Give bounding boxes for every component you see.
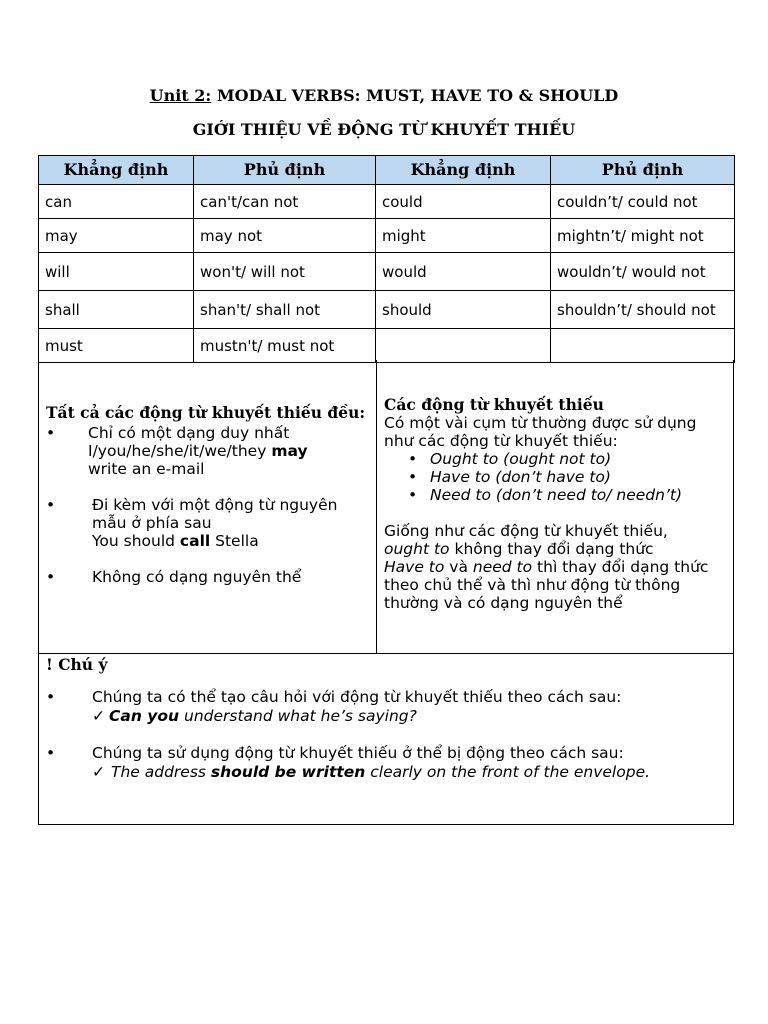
unit-label: Unit 2: [149,86,212,105]
para-text: Giống như các động từ khuyết thiếu, [384,522,668,540]
table-row [39,329,735,363]
para-italic: Have to [384,558,445,576]
table-cell: must [39,329,194,363]
bullet-text: Chỉ có một dạng duy nhất [88,424,290,442]
table-cell: would [376,253,551,291]
list-item [46,688,726,726]
example-bold: may [271,442,308,460]
table-cell: shouldn’t/ should not [551,291,735,329]
para-italic: need to [472,558,533,576]
phrase-text: Have to (don’t have to) [430,468,611,486]
table-cell: mightn’t/ might not [551,219,735,253]
table-cell: mustn't/ must not [194,329,376,363]
table-cell [376,329,551,363]
table-row [39,291,735,329]
attention-example [46,763,726,782]
table-cell [551,329,735,363]
notes-section [38,360,734,654]
table-cell: will [39,253,194,291]
phrase-list [384,450,729,504]
left-heading: Tất cả các động từ khuyết thiếu đều: [46,403,366,422]
para-text: không thay đổi dạng thức [449,540,654,558]
example-bold: call [179,532,211,550]
example-text: understand what he’s saying? [179,707,417,725]
example-post: Stella [210,532,259,550]
modal-verbs-table [38,155,735,363]
example-post: write an e-mail [88,460,205,478]
example-text: clearly on the front of the envelope. [365,763,651,781]
table-cell: shan't/ shall not [194,291,376,329]
table-row [39,219,735,253]
table-row [39,253,735,291]
table-cell: may [39,219,194,253]
phrase-text: Ought to (ought not to) [430,450,612,468]
right-heading: Các động từ khuyết thiếu [384,395,604,414]
list-item [408,468,729,486]
page-subtitle: GIỚI THIỆU VỀ ĐỘNG TỪ KHUYẾT THIẾU [192,120,576,139]
bullet-icon: • [46,424,56,442]
table-header: Khẳng định [376,156,551,185]
example-text: The address [111,763,211,781]
para-italic: ought to [384,540,450,558]
phrase-text: Need to (don’t need to/ needn’t) [430,486,683,504]
table-cell: wouldn’t/ would not [551,253,735,291]
bullet-icon: • [408,450,418,468]
para-text: thì thay đổi dạng thức theo chủ thể và thì như động từ thông thường và có dạng nguyên thể [384,558,709,612]
list-item [46,568,368,586]
attention-text: Chúng ta sử dụng động từ khuyết thiếu ở thể bị động theo cách sau: [92,744,624,762]
right-notes [384,396,729,612]
bullet-icon: • [46,496,56,514]
table-header: Khẳng định [39,156,194,185]
attention-example [46,707,726,726]
list-item [408,486,729,504]
table-cell: might [376,219,551,253]
attention-section [38,653,734,825]
table-header-row [39,156,735,185]
table-cell: can [39,185,194,219]
bullet-icon: • [408,468,418,486]
bullet-icon: • [46,744,56,762]
example-pre: I/you/he/she/it/we/they [88,442,272,460]
para-text: và [444,558,473,576]
list-item [46,496,368,550]
example-text [88,442,368,460]
check-icon: ✓ [92,707,105,725]
table-cell: should [376,291,551,329]
list-item [46,744,726,782]
table-cell: may not [194,219,376,253]
table-row [39,185,735,219]
example-bold: Can you [109,707,180,725]
table-header: Phủ định [194,156,376,185]
bullet-text: Đi kèm với một động từ nguyên mẫu ở phía sau [92,496,338,532]
check-icon: ✓ [92,763,105,781]
table-header: Phủ định [551,156,735,185]
example-bold: should be written [210,763,366,781]
table-cell: could [376,185,551,219]
table-cell: shall [39,291,194,329]
bullet-text: Không có dạng nguyên thể [92,568,302,586]
column-divider [376,360,377,653]
page-title [0,86,768,105]
right-paragraph [384,522,729,612]
bullet-icon: • [46,568,56,586]
title-text: MODAL VERBS: MUST, HAVE TO & SHOULD [211,86,619,105]
example-text [88,532,368,550]
table-cell: won't/ will not [194,253,376,291]
attention-text: Chúng ta có thể tạo câu hỏi với động từ khuyết thiếu theo cách sau: [92,688,622,706]
table-cell: couldn’t/ could not [551,185,735,219]
attention-heading: ! Chú ý [46,655,108,674]
list-item [46,424,368,478]
bullet-icon: • [46,688,56,706]
table-cell: can't/can not [194,185,376,219]
example-pre: You should [92,532,180,550]
bullet-icon: • [408,486,418,504]
list-item [408,450,729,468]
left-notes [46,404,368,586]
right-intro: Có một vài cụm từ thường được sử dụng như các động từ khuyết thiếu: [384,414,697,450]
